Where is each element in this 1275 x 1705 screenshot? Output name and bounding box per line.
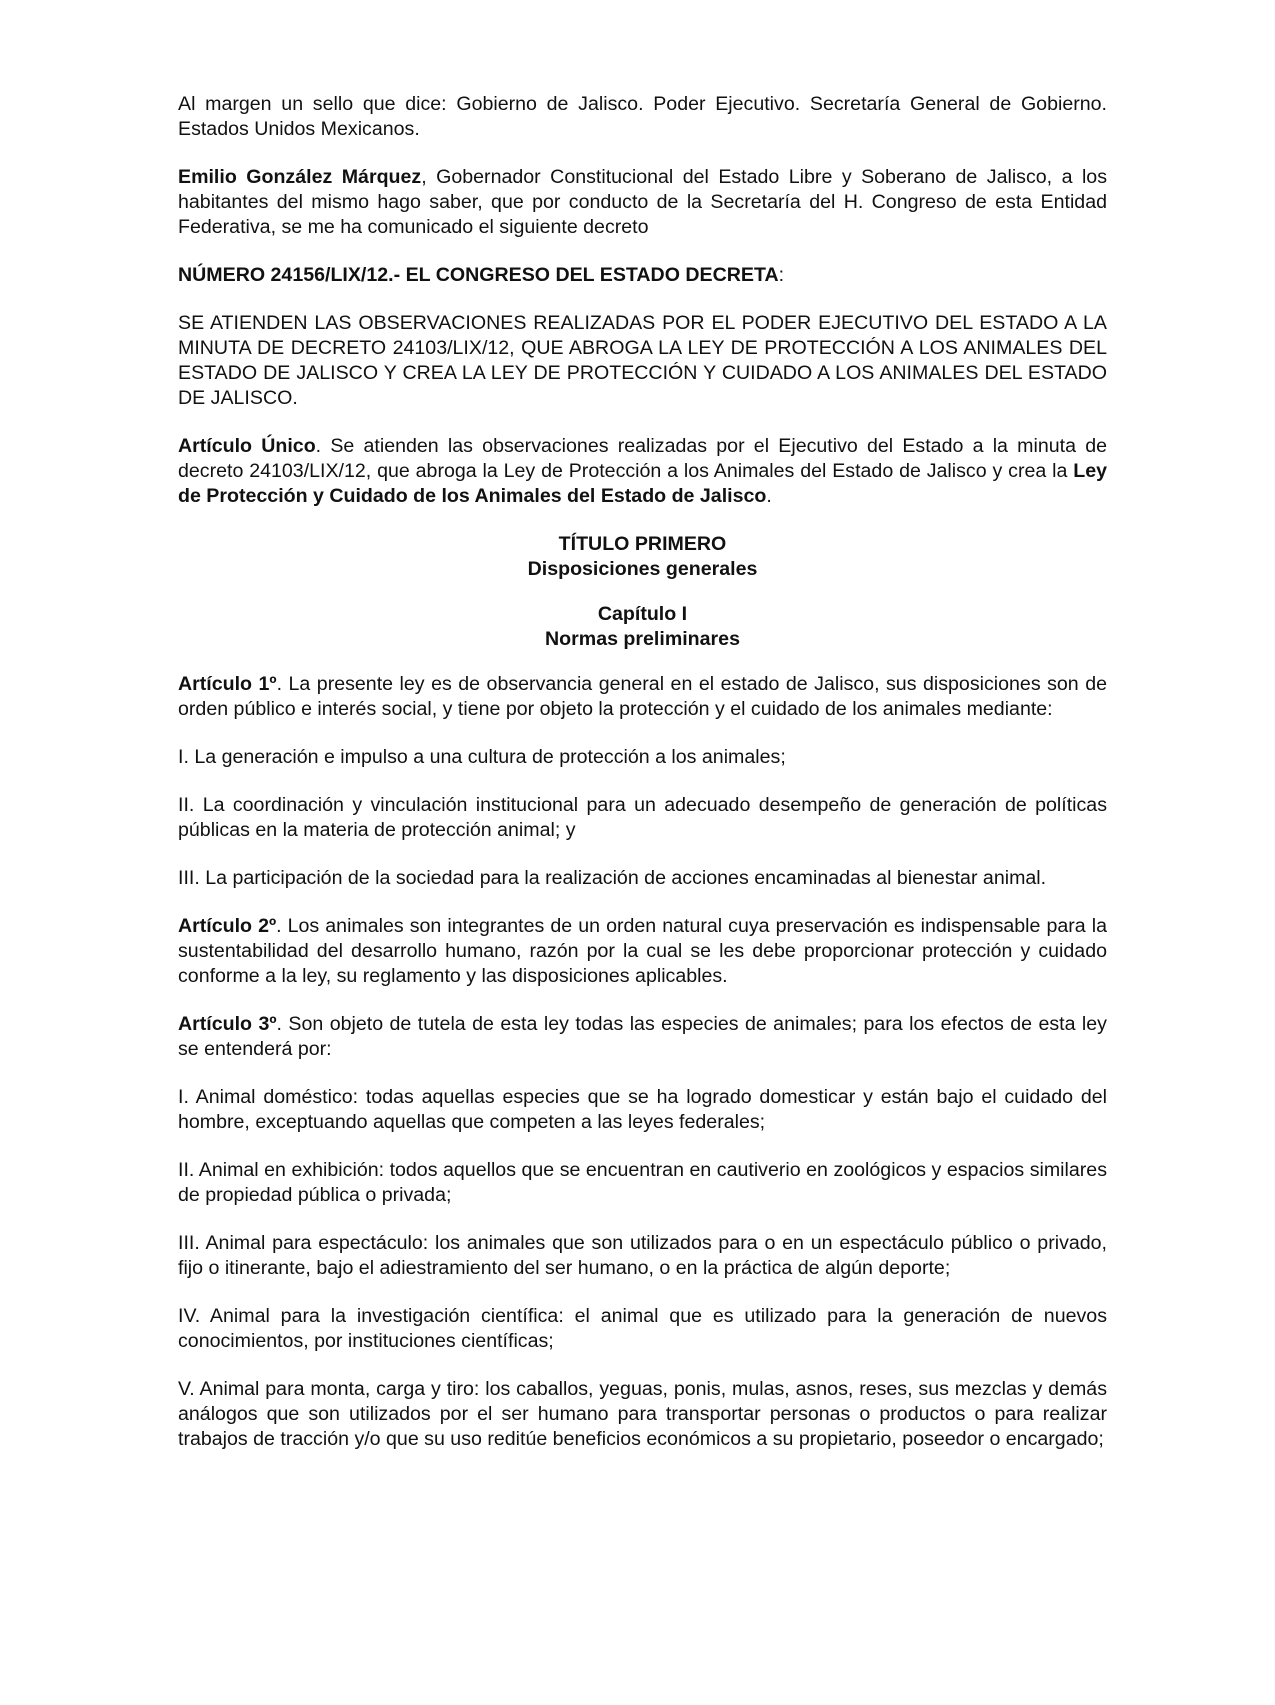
articulo-3-text: . Son objeto de tutela de esta ley todas las especies de animales; para los efectos de esta ley se entenderá por: [178,1013,1107,1060]
observations-paragraph: SE ATIENDEN LAS OBSERVACIONES REALIZADAS POR EL PODER EJECUTIVO DEL ESTADO A LA MINUTA DE DECRETO 24103/LIX/12, QUE ABROGA LA LEY DE PROTECCIÓN A LOS ANIMALES DEL ESTADO DE JALISCO Y CREA LA LEY DE PROTECCIÓN Y CUIDADO A LOS ANIMALES DEL ESTADO DE JALISCO. [178,312,1107,409]
titulo-subheading: Disposiciones generales [527,558,758,580]
margin-note: Al margen un sello que dice: Gobierno de Jalisco. Poder Ejecutivo. Secretaría General de Gobierno. Estados Unidos Mexicanos. [178,93,1107,140]
art3-item: II. Animal en exhibición: todos aquellos que se encuentran en cautiverio en zoológicos y espacios similares de propiedad pública o privada; [178,1159,1107,1206]
art3-item: IV. Animal para la investigación científica: el animal que es utilizado para la generación de nuevos conocimientos, por instituciones científicas; [178,1305,1107,1352]
titulo-heading: TÍTULO PRIMERO [558,533,727,555]
decree-number-suffix: : [778,264,785,286]
governor-intro-text: , Gobernador Constitucional del Estado Libre y Soberano de Jalisco, a los habitantes del mismo hago saber, que por conducto de la Secretaría del H. Congreso de esta Entidad Federativa, se me ha comunicado el siguiente decreto [178,166,1107,238]
articulo-1-label: Artículo 1º [178,673,277,695]
articulo-2 [178,914,1107,989]
articulo-unico-text: . Se atienden las observaciones realizadas por el Ejecutivo del Estado a la minuta de decreto 24103/LIX/12, que abroga la Ley de Protección a los Animales del Estado de Jalisco y crea la [178,435,1107,482]
decree-number-text: NÚMERO 24156/LIX/12.- EL CONGRESO DEL ESTADO DECRETA [178,264,779,286]
art3-item: V. Animal para monta, carga y tiro: los caballos, yeguas, ponis, mulas, asnos, reses, sus mezclas y demás análogos que son utilizados por el ser humano para transportar personas o productos o para realizar trabajos de tracción y/o que su uso reditúe beneficios económicos a su propietario, poseedor o encargado; [178,1378,1107,1450]
articulo-2-text: . Los animales son integrantes de un orden natural cuya preservación es indispensable para la sustentabilidad del desarrollo humano, razón por la cual se les debe proporcionar protección y cuidado conforme a la ley, su reglamento y las disposiciones aplicables. [178,915,1107,987]
articulo-unico [178,434,1107,509]
capitulo-subheading: Normas preliminares [545,628,740,650]
articulo-2-label: Artículo 2º [178,915,277,937]
art3-item: III. Animal para espectáculo: los animales que son utilizados para o en un espectáculo público o privado, fijo o itinerante, bajo el adiestramiento del ser humano, o en la práctica de algún deporte; [178,1232,1107,1279]
governor-name: Emilio González Márquez [178,166,422,188]
art3-item: I. Animal doméstico: todas aquellas especies que se ha logrado domesticar y están bajo el cuidado del hombre, exceptuando aquellas que competen a las leyes federales; [178,1086,1107,1133]
art1-item: I. La generación e impulso a una cultura de protección a los animales; [178,746,786,768]
capitulo-heading-block [178,602,1107,652]
capitulo-heading: Capítulo I [597,603,688,625]
titulo-heading-block [178,532,1107,582]
document-page [178,92,1107,1475]
articulo-unico-end: . [766,485,772,507]
articulo-3-label: Artículo 3º [178,1013,277,1035]
articulo-1-text: . La presente ley es de observancia general en el estado de Jalisco, sus disposiciones son de orden público e interés social, y tiene por objeto la protección y el cuidado de los animales mediante: [178,673,1107,720]
decree-number [178,263,1107,288]
articulo-3 [178,1012,1107,1062]
articulo-unico-label: Artículo Único [178,435,316,457]
art1-item: II. La coordinación y vinculación institucional para un adecuado desempeño de generación de políticas públicas en la materia de protección animal; y [178,794,1107,841]
law-name: Ley de Protección y Cuidado de los Animales del Estado de Jalisco [178,460,1107,507]
articulo-1 [178,672,1107,722]
art1-item: III. La participación de la sociedad para la realización de acciones encaminadas al bienestar animal. [178,867,1047,889]
governor-intro [178,165,1107,240]
